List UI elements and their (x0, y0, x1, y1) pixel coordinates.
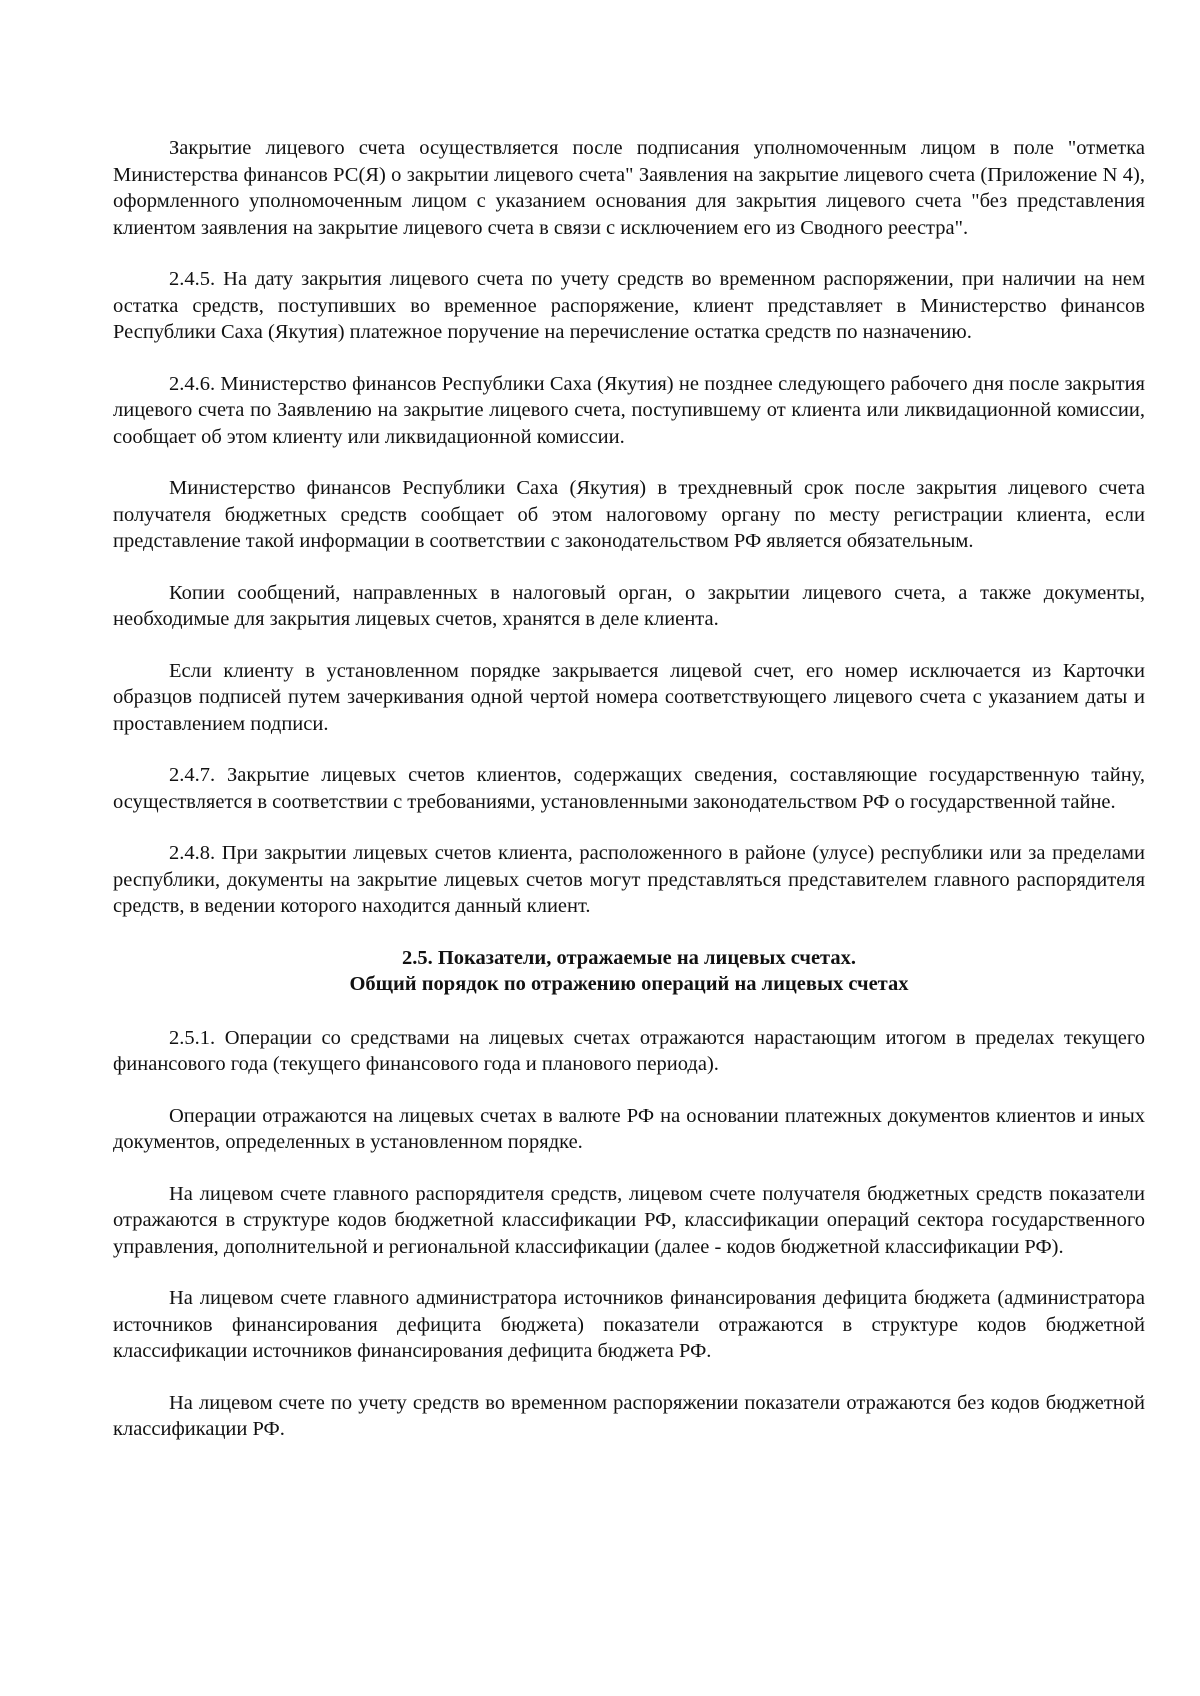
paragraph-tax-notification: Министерство финансов Республики Саха (Якутия) в трехдневный срок после закрытия лицевого счета получателя бюджетных средств сообщает об этом налоговому органу по месту регистрации клиента, если представление такой информации в соответствии с законодательством РФ является обязательным. (113, 477, 1145, 552)
paragraph-2-4-8: 2.4.8. При закрытии лицевых счетов клиента, расположенного в районе (улусе) республики или за пределами республики, документы на закрытие лицевых счетов могут представляться представителем главного распорядителя средств, в ведении которого находится данный клиент. (113, 842, 1145, 917)
section-heading-line-2: Общий порядок по отражению операций на лицевых счетах (349, 973, 909, 995)
paragraph-budget-classification: На лицевом счете главного распорядителя средств, лицевом счете получателя бюджетных средств показатели отражаются в структуре кодов бюджетной классификации РФ, классификации операций сектора государственного управления, дополнительной и региональной классификации (далее - кодов бюджетной классификации РФ). (113, 1182, 1145, 1258)
paragraph-closing-by-signature: Закрытие лицевого счета осуществляется после подписания уполномоченным лицом в поле "отметка Министерства финансов РС(Я) о закрытии лицевого счета" Заявления на закрытие лицевого счета (Приложение N 4), оформленного уполномоченным лицом с указанием основания для закрытия лицевого счета "без представления клиентом заявления на закрытие лицевого счета в связи с исключением его из Сводного реестра". (113, 137, 1145, 239)
paragraph-2-5-1: 2.5.1. Операции со средствами на лицевых счетах отражаются нарастающим итогом в пределах текущего финансового года (текущего финансового года и планового периода). (113, 1026, 1145, 1075)
paragraph-deficit-sources: На лицевом счете главного администратора источников финансирования дефицита бюджета (администратора источников финансирования дефицита бюджета) показатели отражаются в структуре кодов бюджетной классификации источников финансирования дефицита бюджета РФ. (113, 1287, 1145, 1362)
paragraph-2-4-5: 2.4.5. На дату закрытия лицевого счета по учету средств во временном распоряжении, при наличии на нем остатка средств, поступивших во временное распоряжение, клиент представляет в Министерство финансов Республики Саха (Якутия) платежное поручение на перечисление остатка средств по назначению. (113, 268, 1145, 343)
section-heading-line-1: 2.5. Показатели, отражаемые на лицевых счетах. (401, 946, 857, 969)
paragraph-copies-stored: Копии сообщений, направленных в налоговый орган, о закрытии лицевого счета, а также документы, необходимые для закрытия лицевых счетов, хранятся в деле клиента. (113, 581, 1145, 630)
document-body (113, 135, 1145, 1468)
paragraph-2-4-7: 2.4.7. Закрытие лицевых счетов клиентов, содержащих сведения, составляющие государственную тайну, осуществляется в соответствии с требованиями, установленными законодательством РФ о государственной тайне. (113, 764, 1145, 813)
section-heading-2-5 (113, 945, 1145, 998)
paragraph-signature-card: Если клиенту в установленном порядке закрывается лицевой счет, его номер исключается из Карточки образцов подписей путем зачеркивания одной чертой номера соответствующего лицевого счета с указанием даты и проставлением подписи. (113, 659, 1145, 735)
paragraph-2-4-6: 2.4.6. Министерство финансов Республики Саха (Якутия) не позднее следующего рабочего дня после закрытия лицевого счета по Заявлению на закрытие лицевого счета, поступившему от клиента или ликвидационной комиссии, сообщает об этом клиенту или ликвидационной комиссии. (113, 372, 1145, 448)
paragraph-currency: Операции отражаются на лицевых счетах в валюте РФ на основании платежных документов клиентов и иных документов, определенных в установленном порядке. (113, 1104, 1145, 1153)
paragraph-temporary-funds: На лицевом счете по учету средств во временном распоряжении показатели отражаются без кодов бюджетной классификации РФ. (113, 1391, 1145, 1440)
